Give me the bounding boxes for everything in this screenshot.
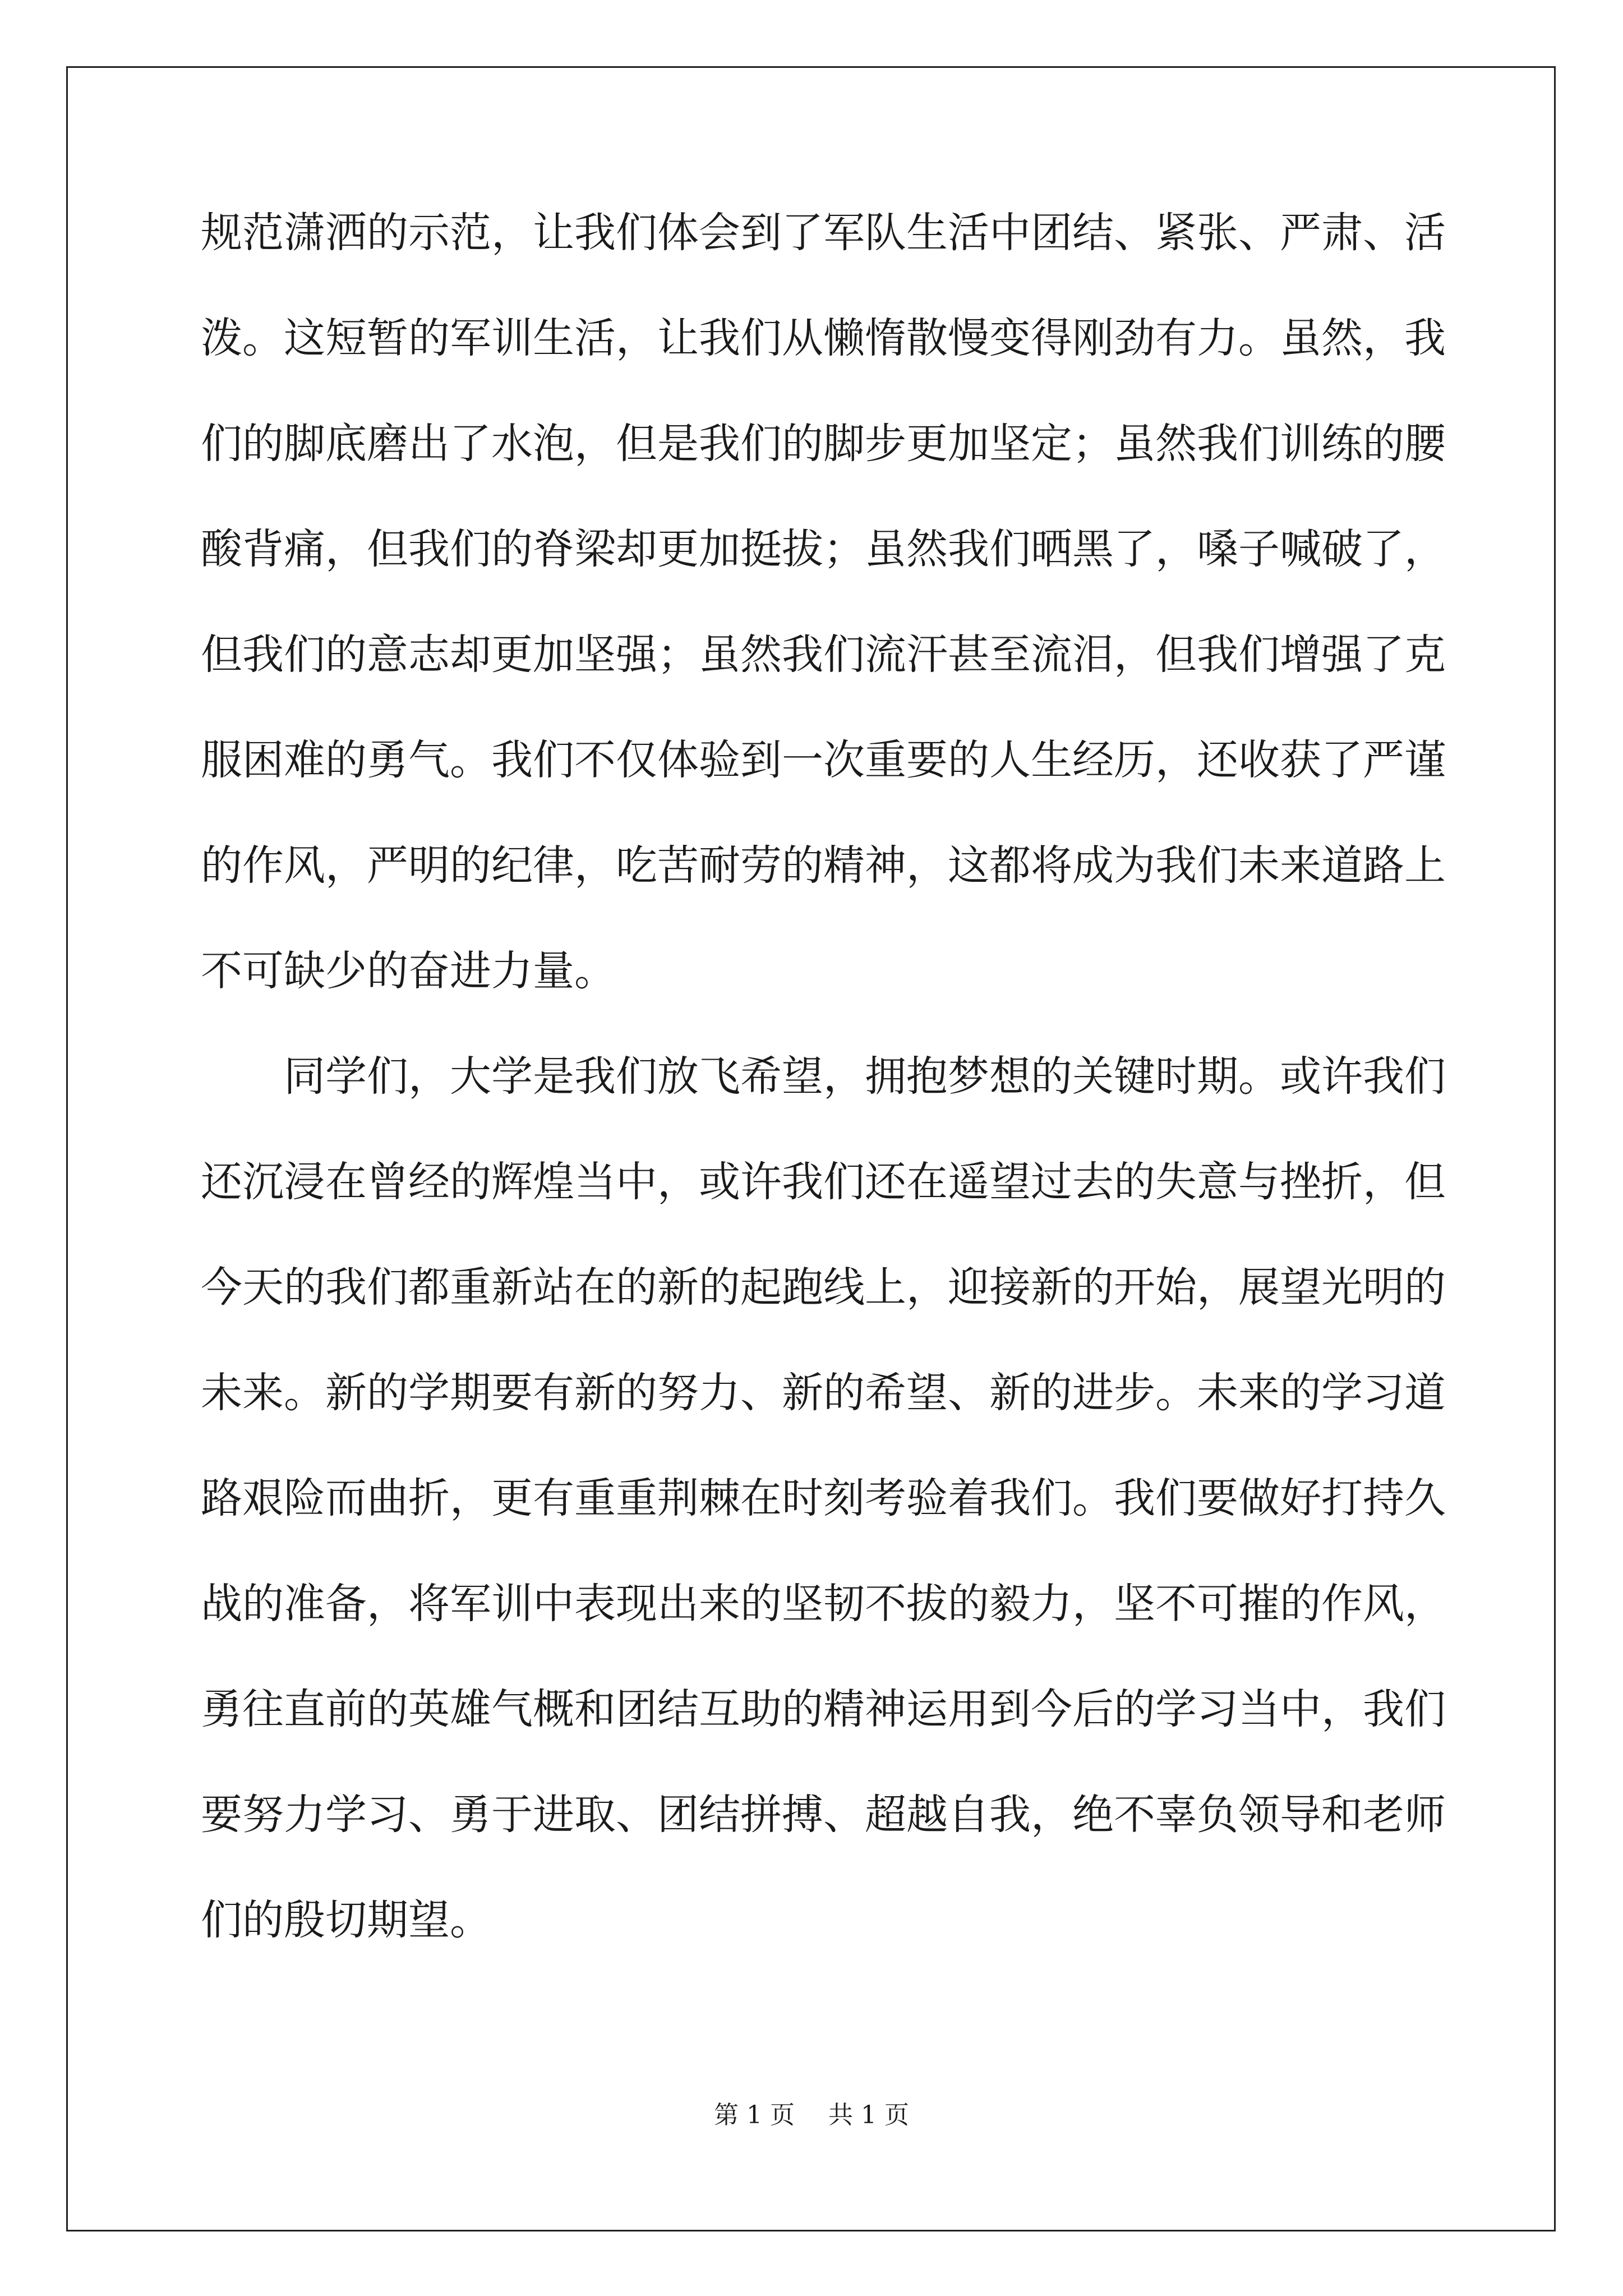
page-footer <box>0 2101 1623 2129</box>
text-line: 泼。这短暂的军训生活，让我们从懒惰散慢变得刚劲有力。虽然，我 <box>201 314 1446 362</box>
text-line: 同学们，大学是我们放飞希望，拥抱梦想的关键时期。或许我们 <box>201 1052 1446 1101</box>
text-line: 酸背痛，但我们的脊梁却更加挺拔；虽然我们晒黑了，嗓子喊破了， <box>201 525 1446 573</box>
text-line: 们的脚底磨出了水泡，但是我们的脚步更加坚定；虽然我们训练的腰 <box>201 420 1446 468</box>
text-line: 路艰险而曲折，更有重重荆棘在时刻考验着我们。我们要做好打持久 <box>201 1474 1446 1522</box>
text-line: 但我们的意志却更加坚强；虽然我们流汗甚至流泪，但我们增强了克 <box>201 631 1446 679</box>
text-line: 还沉浸在曾经的辉煌当中，或许我们还在遥望过去的失意与挫折，但 <box>201 1158 1446 1206</box>
text-line: 规范潇洒的示范，让我们体会到了军队生活中团结、紧张、严肃、活 <box>201 209 1446 257</box>
text-line: 服困难的勇气。我们不仅体验到一次重要的人生经历，还收获了严谨 <box>201 736 1446 784</box>
text-line: 不可缺少的奋进力量。 <box>201 947 616 995</box>
text-line: 要努力学习、勇于进取、团结拼搏、超越自我，绝不辜负领导和老师 <box>201 1791 1446 1839</box>
text-line: 们的殷切期望。 <box>201 1896 491 1944</box>
text-line: 战的准备，将军训中表现出来的坚韧不拔的毅力，坚不可摧的作风， <box>201 1580 1446 1628</box>
page-total: 共 1 页 <box>828 2101 909 2129</box>
text-line: 勇往直前的英雄气概和团结互助的精神运用到今后的学习当中，我们 <box>201 1685 1446 1733</box>
page-number: 第 1 页 <box>714 2101 795 2129</box>
text-line: 今天的我们都重新站在的新的起跑线上，迎接新的开始，展望光明的 <box>201 1263 1446 1312</box>
document-body <box>201 209 1446 2005</box>
text-line: 未来。新的学期要有新的努力、新的希望、新的进步。未来的学习道 <box>201 1369 1446 1417</box>
text-line: 的作风，严明的纪律，吃苦耐劳的精神，这都将成为我们未来道路上 <box>201 841 1446 890</box>
